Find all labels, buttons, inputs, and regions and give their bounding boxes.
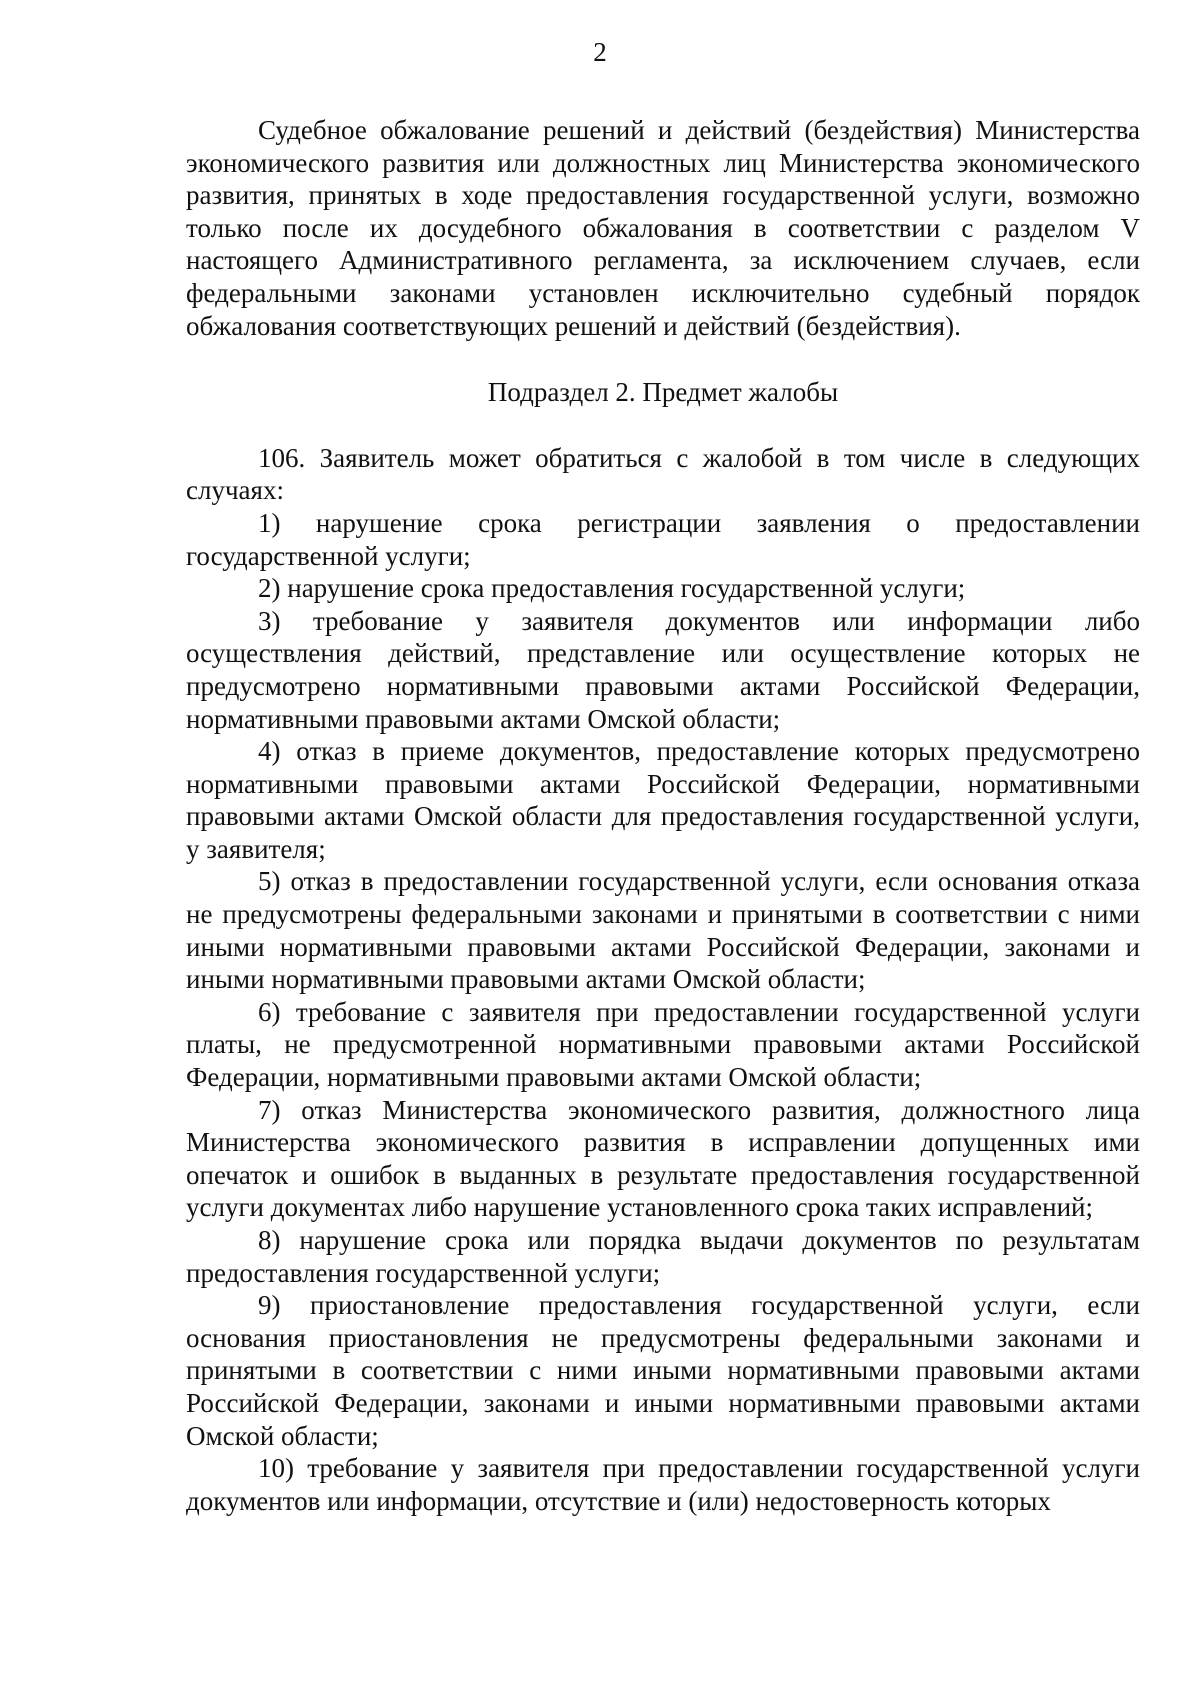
case-item-10: 10) требование у заявителя при предоставлении государственной услуги документов или информации, отсутствие и (или) недостоверность которых: [186, 1453, 1140, 1516]
case-item-6: 6) требование с заявителя при предоставлении государственной услуги платы, не предусмотренной нормативными правовыми актами Российской Федерации, нормативными правовыми актами Омской области;: [186, 996, 1140, 1093]
case-item-7: 7) отказ Министерства экономического развития, должностного лица Министерства экономического развития в исправлении допущенных ими опечаток и ошибок в выданных в результате предоставления государственной услуги документах либо нарушение установленного срока таких исправлений;: [186, 1094, 1140, 1223]
case-item-8: 8) нарушение срока или порядка выдачи документов по результатам предоставления государственной услуги;: [186, 1225, 1140, 1288]
case-item-5: 5) отказ в предоставлении государственной услуги, если основания отказа не предусмотрены федеральными законами и принятыми в соответствии с ними иными нормативными правовыми актами Российской Федерации, законами и иными нормативными правовыми актами Омской области;: [186, 866, 1140, 995]
case-item-1: 1) нарушение срока регистрации заявления о предоставлении государственной услуги;: [186, 507, 1140, 571]
case-item-9: 9) приостановление предоставления государственной услуги, если основания приостановления не предусмотрены федеральными законами и принятыми в соответствии с ними иными нормативными правовыми актами Российской Федерации, законами и иными нормативными правовыми актами Омской области;: [186, 1290, 1140, 1451]
item-106-intro: 106. Заявитель может обратиться с жалобой в том числе в следующих случаях:: [186, 442, 1140, 506]
document-body: [186, 114, 1140, 1517]
case-item-3: 3) требование у заявителя документов или информации либо осуществления действий, представление или осуществление которых не предусмотрено нормативными правовыми актами Российской Федерации, нормативными правовыми актами Омской области;: [186, 605, 1140, 734]
page-number: 2: [593, 37, 607, 67]
case-item-2: 2) нарушение срока предоставления государственной услуги;: [258, 573, 966, 604]
case-item-4: 4) отказ в приеме документов, предоставление которых предусмотрено нормативными правовыми актами Российской Федерации, нормативными правовыми актами Омской области для предоставления государственной услуги, у заявителя;: [186, 736, 1140, 864]
subsection-heading: Подраздел 2. Предмет жалобы: [487, 377, 839, 408]
intro-paragraph: Судебное обжалование решений и действий (бездействия) Министерства экономического развития или должностных лиц Министерства экономического развития, принятых в ходе предоставления государственной услуги, возможно только после их досудебного обжалования в соответствии с разделом V настоящего Административного регламента, за исключением случаев, если федеральными законами установлен исключительно судебный порядок обжалования соответствующих решений и действий (бездействия).: [186, 115, 1140, 341]
